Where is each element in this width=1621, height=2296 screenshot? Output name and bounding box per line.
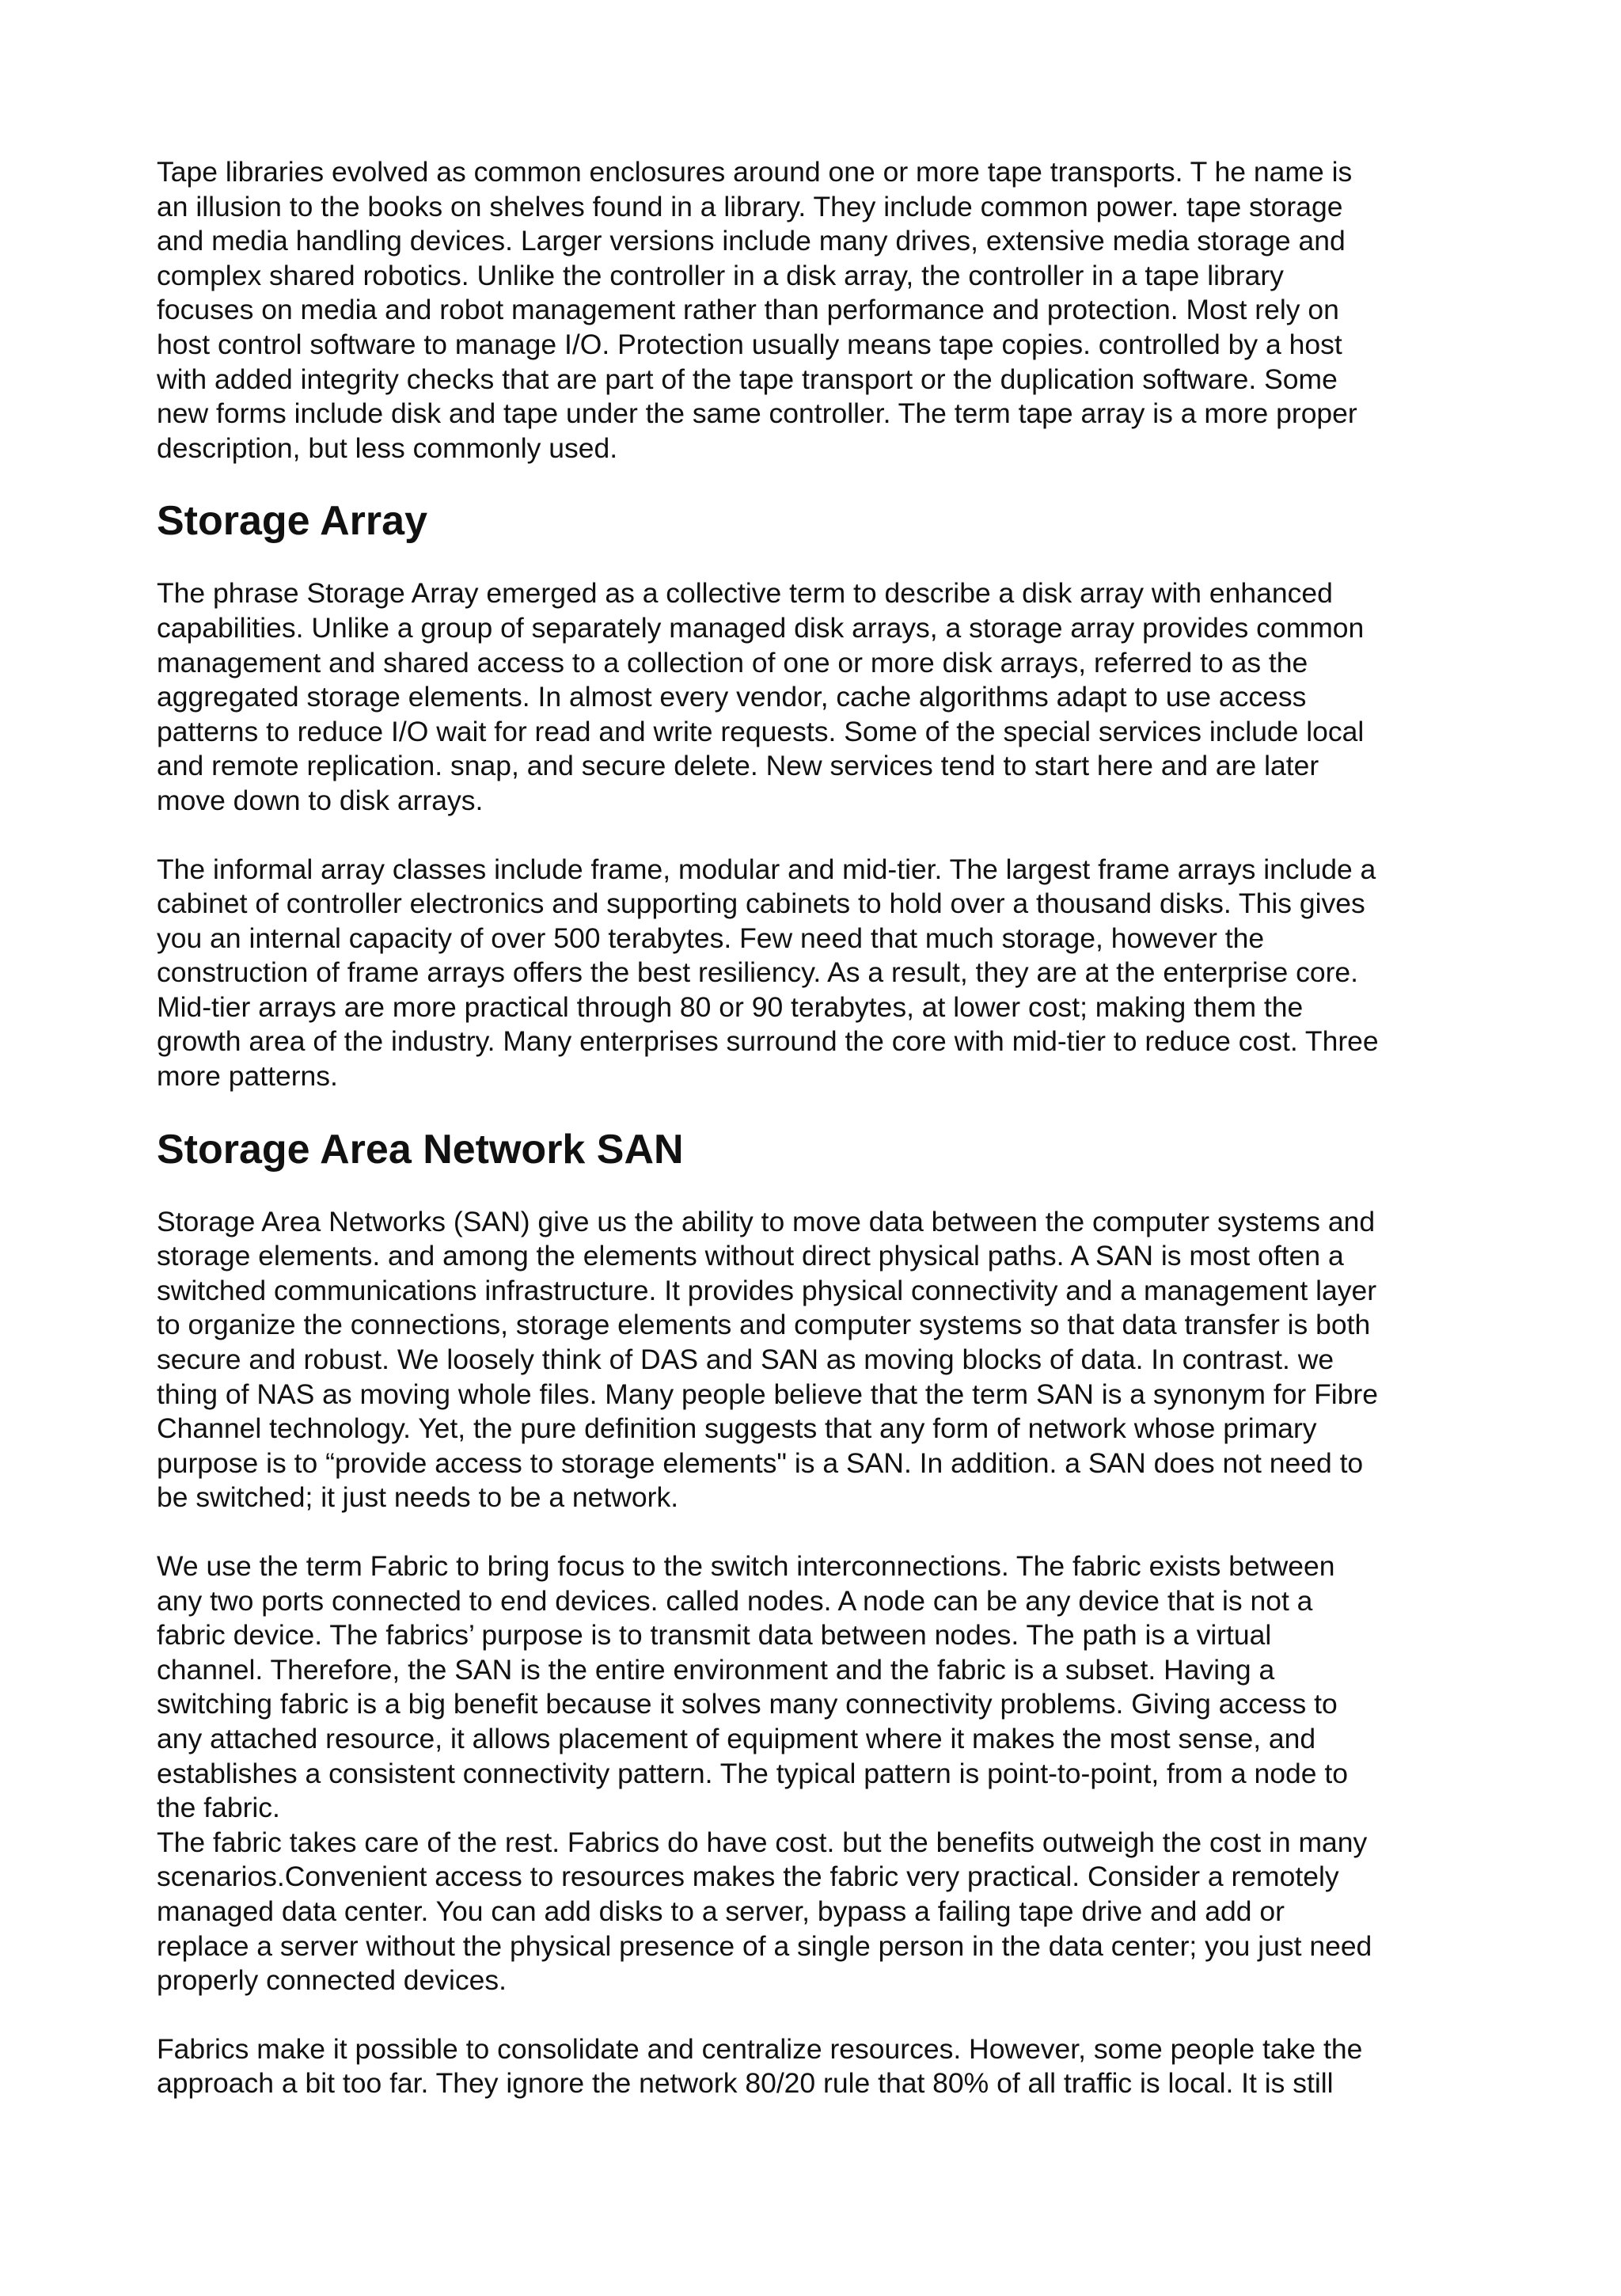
text-line: more patterns. [157,1060,338,1093]
heading-storage-array: Storage Array [157,498,427,545]
paragraph-tape-libraries [157,155,1480,466]
text-line: the fabric. [157,1792,280,1824]
text-line: fabric device. The fabrics’ purpose is to transmit data between nodes. The path is a virtual [157,1619,1272,1652]
text-line: construction of frame arrays offers the best resiliency. As a result, they are at the enterprise core. [157,956,1359,989]
text-line: secure and robust. We loosely think of DAS and SAN as moving blocks of data. In contrast. we [157,1344,1334,1376]
paragraph-fabric [157,1549,1480,1826]
text-line: storage elements. and among the elements without direct physical paths. A SAN is most often a [157,1240,1344,1272]
text-line: and remote replication. snap, and secure delete. New services tend to start here and are later [157,750,1319,782]
text-line: switched communications infrastructure. It provides physical connectivity and a management layer [157,1274,1377,1306]
text-line: The phrase Storage Array emerged as a collective term to describe a disk array with enhanced [157,577,1333,610]
paragraph-storage-array-intro [157,576,1480,818]
text-line: aggregated storage elements. In almost every vendor, cache algorithms adapt to use access [157,681,1307,713]
text-line: replace a server without the physical presence of a single person in the data center; you just need [157,1929,1372,1962]
text-line: an illusion to the books on shelves found in a library. They include common power. tape storage [157,190,1343,222]
document-page [157,155,1480,2101]
text-line: Fabrics make it possible to consolidate and centralize resources. However, some people take the [157,2032,1363,2065]
text-line: description, but less commonly used. [157,431,618,464]
text-line: growth area of the industry. Many enterprises surround the core with mid-tier to reduce cost. Three [157,1025,1379,1058]
text-line: and media handling devices. Larger versions include many drives, extensive media storage and [157,225,1346,257]
text-line: host control software to manage I/O. Protection usually means tape copies. controlled by a host [157,328,1342,360]
text-line: establishes a consistent connectivity pattern. The typical pattern is point-to-point, from a node to [157,1757,1348,1789]
text-line: channel. Therefore, the SAN is the entire environment and the fabric is a subset. Having a [157,1653,1275,1686]
text-line: with added integrity checks that are part of the tape transport or the duplication software. Some [157,363,1338,395]
text-line: new forms include disk and tape under the same controller. The term tape array is a more proper [157,397,1357,430]
text-line: be switched; it just needs to be a network. [157,1481,679,1514]
text-line: Channel technology. Yet, the pure definition suggests that any form of network whose primary [157,1412,1317,1445]
text-line: any two ports connected to end devices. called nodes. A node can be any device that is not a [157,1584,1313,1617]
text-line: to organize the connections, storage elements and computer systems so that data transfer is both [157,1309,1371,1341]
text-line: cabinet of controller electronics and supporting cabinets to hold over a thousand disks. This gives [157,888,1365,920]
text-line: move down to disk arrays. [157,784,484,816]
text-line: The informal array classes include frame, modular and mid-tier. The largest frame arrays include a [157,853,1376,885]
text-line: switching fabric is a big benefit because it solves many connectivity problems. Giving access to [157,1688,1338,1720]
text-line: patterns to reduce I/O wait for read and write requests. Some of the special services include local [157,715,1365,747]
text-line: Mid-tier arrays are more practical through 80 or 90 terabytes, at lower cost; making them the [157,990,1304,1023]
text-line: you an internal capacity of over 500 terabytes. Few need that much storage, however the [157,922,1265,954]
text-line: management and shared access to a collection of one or more disk arrays, referred to as the [157,646,1308,679]
text-line: approach a bit too far. They ignore the network 80/20 rule that 80% of all traffic is local. It is still [157,2067,1334,2100]
paragraph-san-intro [157,1205,1480,1515]
text-line: Tape libraries evolved as common enclosures around one or more tape transports. T he name is [157,156,1353,188]
paragraph-array-classes [157,853,1480,1094]
text-line: capabilities. Unlike a group of separately managed disk arrays, a storage array provides common [157,611,1365,644]
paragraph-fabric-benefits [157,1826,1480,1998]
heading-storage-area-network: Storage Area Network SAN [157,1126,684,1173]
text-line: properly connected devices. [157,1964,507,1997]
text-line: focuses on media and robot management rather than performance and protection. Most rely on [157,294,1339,326]
text-line: The fabric takes care of the rest. Fabrics do have cost. but the benefits outweigh the cost in many [157,1826,1368,1858]
paragraph-consolidation [157,2032,1480,2101]
text-line: any attached resource, it allows placement of equipment where it makes the most sense, and [157,1722,1316,1754]
text-line: managed data center. You can add disks to a server, bypass a failing tape drive and add or [157,1895,1285,1927]
text-line: We use the term Fabric to bring focus to the switch interconnections. The fabric exists between [157,1550,1335,1582]
text-line: Storage Area Networks (SAN) give us the ability to move data between the computer systems and [157,1205,1376,1237]
text-line: purpose is to “provide access to storage elements" is a SAN. In addition. a SAN does not need to [157,1446,1364,1479]
text-line: scenarios.Convenient access to resources makes the fabric very practical. Consider a remotely [157,1861,1339,1893]
text-line: thing of NAS as moving whole files. Many people believe that the term SAN is a synonym for Fibre [157,1378,1379,1410]
text-line: complex shared robotics. Unlike the controller in a disk array, the controller in a tape library [157,259,1284,291]
